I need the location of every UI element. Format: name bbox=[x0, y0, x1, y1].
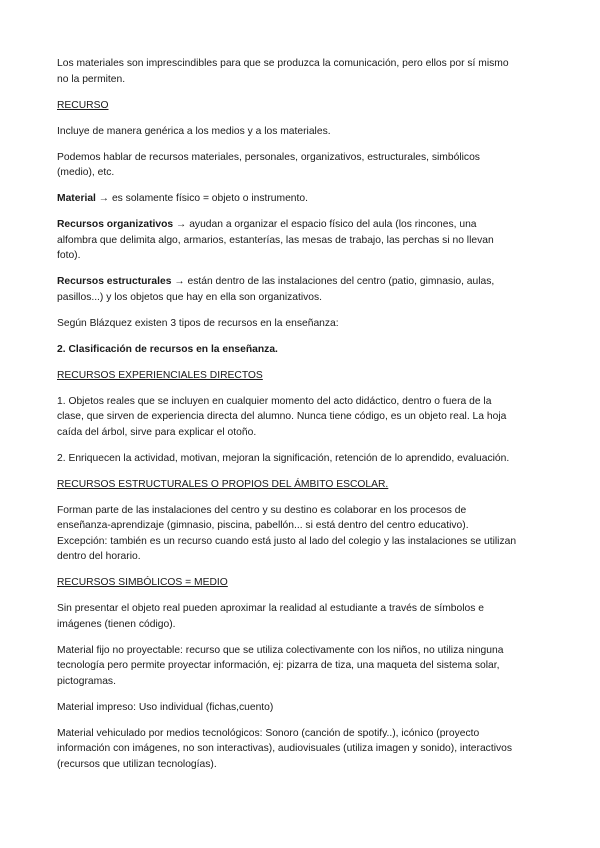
simbolicos-paragraph-1: Sin presentar el objeto real pueden aproximar la realidad al estudiante a través de símbolos e imágenes (tienen código). bbox=[57, 603, 485, 630]
estructurales-paragraph bbox=[57, 274, 517, 305]
estructurales-text: → están dentro de las instalaciones del centro (patio, gimnasio, aulas, pasillos...) y los objetos que hay en ella son organizativos. bbox=[57, 276, 495, 303]
recurso-heading: RECURSO bbox=[57, 99, 109, 111]
tipos-recursos-paragraph: Podemos hablar de recursos materiales, personales, organizativos, estructurales, simbólicos (medio), etc. bbox=[57, 151, 480, 178]
estructurales-escolar-paragraph: Forman parte de las instalaciones del centro y su destino es colaborar en los procesos de enseñanza-aprendizaje (gimnasio, piscina, pabellón... si está dentro del centro educativo). Excepción: también es un recurso cuando está justo al lado del colegio y las instalaciones se utilizan dentro del horario. bbox=[57, 504, 517, 562]
estructurales-term: Recursos estructurales bbox=[57, 276, 172, 287]
experienciales-paragraph-1: 1. Objetos reales que se incluyen en cualquier momento del acto didáctico, dentro o fuera de la clase, que sirven de experiencia directa del alumno. Nunca tiene código, es un objeto real. La hoja caída del árbol, sirve para explicar el otoño. bbox=[57, 395, 507, 438]
experienciales-paragraph-2: 2. Enriquecen la actividad, motivan, mejoran la significación, retención de lo aprendido, evaluación. bbox=[57, 452, 510, 464]
organizativos-paragraph bbox=[57, 217, 517, 264]
material-term: Material bbox=[57, 193, 96, 204]
intro-paragraph: Los materiales son imprescindibles para que se produzca la comunicación, pero ellos por sí mismo no la permiten. bbox=[57, 58, 509, 85]
organizativos-text: → ayudan a organizar el espacio físico del aula (los rincones, una alfombra que delimita algo, armarios, estanterías, las mesas de trabajo, las perchas si no llevan foto). bbox=[57, 219, 494, 261]
experienciales-heading: RECURSOS EXPERIENCIALES DIRECTOS bbox=[57, 369, 263, 381]
material-text: → es solamente físico = objeto o instrumento. bbox=[95, 193, 308, 204]
document-page bbox=[57, 56, 517, 783]
simbolicos-paragraph-4: Material vehiculado por medios tecnológicos: Sonoro (canción de spotify..), icónico (proyecto información con imágenes, no son interactivas), audiovisuales (utiliza imagen y sonido), interactivos (recursos que utilizan tecnologías). bbox=[57, 727, 513, 770]
organizativos-term: Recursos organizativos bbox=[57, 219, 174, 230]
recurso-definition: Incluye de manera genérica a los medios y a los materiales. bbox=[57, 125, 331, 137]
material-paragraph bbox=[57, 191, 517, 207]
simbolicos-paragraph-3: Material impreso: Uso individual (fichas,cuento) bbox=[57, 701, 274, 713]
blazquez-paragraph: Según Blázquez existen 3 tipos de recursos en la enseñanza: bbox=[57, 317, 339, 329]
simbolicos-heading: RECURSOS SIMBÓLICOS = MEDIO bbox=[57, 577, 228, 588]
simbolicos-paragraph-2: Material fijo no proyectable: recurso que se utiliza colectivamente con los niños, no utiliza ninguna tecnología pero permite proyectar información, ej: pizarra de tiza, una maqueta del sistema solar, pictogramas. bbox=[57, 644, 504, 687]
estructurales-escolar-heading: RECURSOS ESTRUCTURALES O PROPIOS DEL ÁMBITO ESCOLAR. bbox=[57, 478, 389, 490]
section-title: 2. Clasificación de recursos en la enseñanza. bbox=[57, 343, 278, 355]
